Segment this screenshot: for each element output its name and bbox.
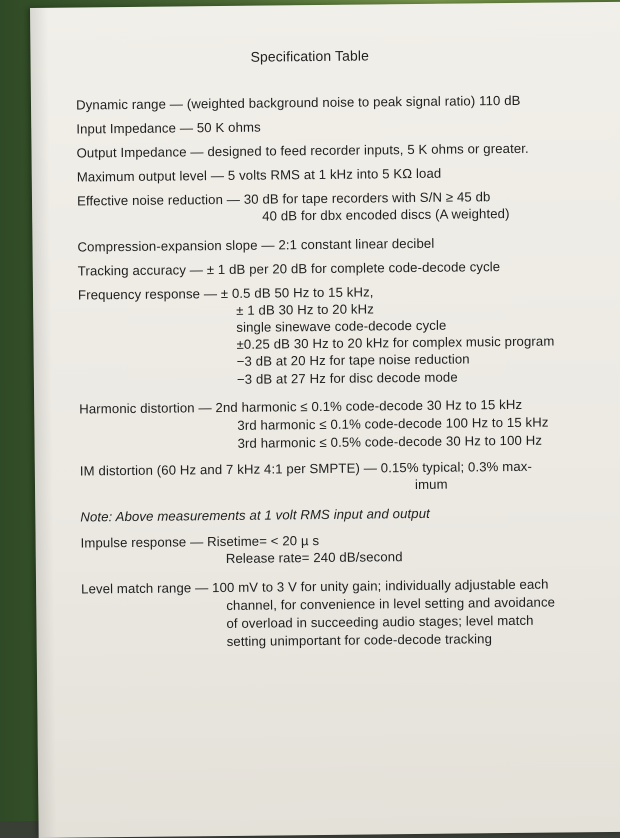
spec-impulse-response: Impulse response — Risetime= < 20 µ s	[80, 533, 320, 551]
spec-frequency-line: ±0.25 dB 30 Hz to 20 kHz for complex music program	[236, 333, 555, 352]
spec-frequency-line: −3 dB at 27 Hz for disc decode mode	[236, 369, 458, 387]
spec-im-distortion: IM distortion (60 Hz and 7 kHz 4:1 per SMPTE) — 0.15% typical; 0.3% max-	[79, 458, 532, 479]
spec-table	[30, 2, 620, 838]
spec-noise-reduction-cont: 40 dB for dbx encoded discs (A weighted)	[262, 205, 510, 224]
spec-level-match: Level match range — 100 mV to 3 V for unity gain; individually adjustable each	[81, 576, 549, 597]
spec-harmonic-line: 3rd harmonic ≤ 0.1% code-decode 100 Hz to 15 kHz	[237, 414, 549, 433]
spec-tracking: Tracking accuracy — ± 1 dB per 20 dB for complete code-decode cycle	[77, 259, 501, 279]
spec-harmonic-line: 3rd harmonic ≤ 0.5% code-decode 30 Hz to 100 Hz	[237, 432, 543, 451]
spec-frequency-response: Frequency response — ± 0.5 dB 50 Hz to 15 kHz,	[77, 284, 374, 303]
spec-input-impedance: Input Impedance — 50 K ohms	[76, 119, 261, 137]
spec-frequency-line: ± 1 dB 30 Hz to 20 kHz	[236, 301, 374, 318]
document-page	[30, 2, 620, 838]
spec-level-match-line: of overload in succeeding audio stages; level match	[226, 612, 534, 631]
spec-harmonic-distortion: Harmonic distortion — 2nd harmonic ≤ 0.1% code-decode 30 Hz to 15 kHz	[79, 396, 523, 417]
spec-impulse-release: Release rate= 240 dB/second	[225, 549, 403, 566]
spec-frequency-line: single sinewave code-decode cycle	[236, 317, 447, 335]
spec-noise-reduction: Effective noise reduction — 30 dB for tape recorders with S/N ≥ 45 db	[76, 189, 491, 209]
spec-level-match-line: setting unimportant for code-decode tracking	[226, 631, 493, 649]
spec-output-impedance: Output Impedance — designed to feed recorder inputs, 5 K ohms or greater.	[76, 140, 529, 161]
measurement-note: Note: Above measurements at 1 volt RMS input and output	[80, 505, 430, 525]
spec-level-match-line: channel, for convenience in level setting and avoidance	[226, 594, 556, 613]
spec-compression: Compression-expansion slope — 2:1 constant linear decibel	[77, 235, 435, 255]
spec-dynamic-range: Dynamic range — (weighted background noise to peak signal ratio) 110 dB	[75, 92, 521, 113]
spec-frequency-line: −3 dB at 20 Hz for tape noise reduction	[236, 351, 470, 369]
spec-im-distortion-cont: imum	[414, 476, 448, 492]
spec-max-output: Maximum output level — 5 volts RMS at 1 kHz into 5 KΩ load	[76, 165, 442, 185]
page-title: Specification Table	[250, 47, 369, 65]
